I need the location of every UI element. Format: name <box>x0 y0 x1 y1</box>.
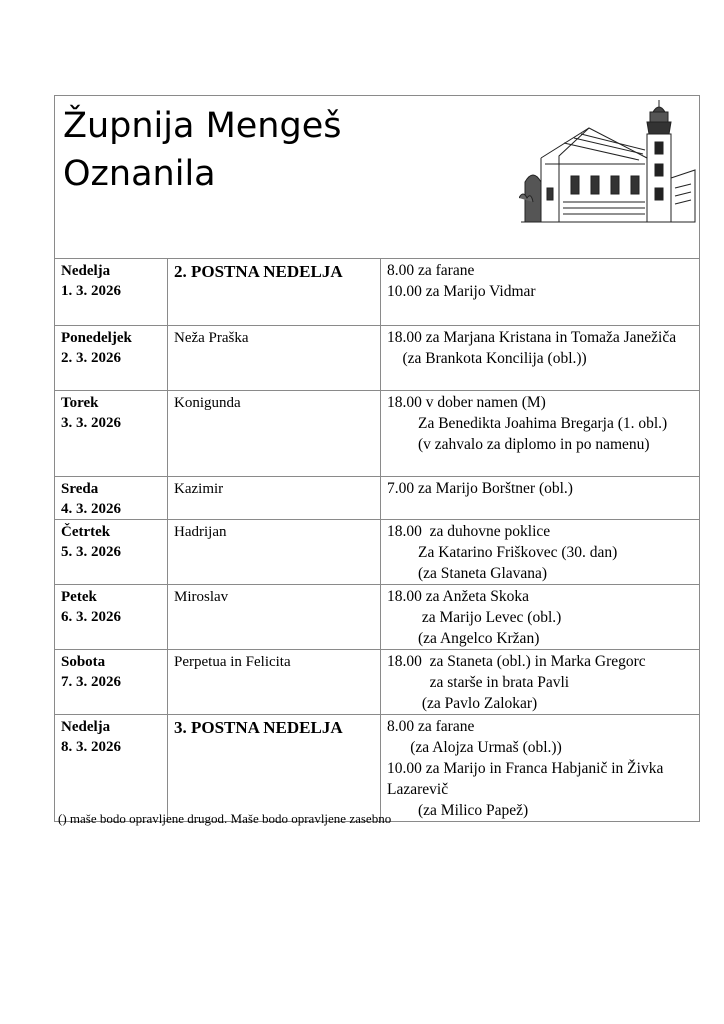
feast-cell <box>168 259 381 326</box>
day-date: 3. 3. 2026 <box>61 415 121 431</box>
mass-intention: 10.00 za Marijo in Franca Habjanič in Živka Lazarevič <box>387 760 668 798</box>
mass-intention: 8.00 za farane <box>387 718 475 735</box>
schedule-row <box>55 259 699 326</box>
schedule-row <box>55 585 699 650</box>
schedule-row <box>55 391 699 477</box>
day-name: Sreda <box>61 481 99 497</box>
mass-intention: (za Angelco Kržan) <box>387 630 540 647</box>
schedule-row <box>55 650 699 715</box>
schedule-row <box>55 477 699 520</box>
mass-intention: 18.00 v dober namen (M) <box>387 394 546 411</box>
saint-name: Miroslav <box>174 589 229 605</box>
saint-cell <box>168 391 381 477</box>
schedule-row <box>55 715 699 822</box>
day-date: 4. 3. 2026 <box>61 501 121 517</box>
day-cell <box>55 259 168 326</box>
day-cell <box>55 520 168 585</box>
masses-cell <box>381 477 700 520</box>
day-cell <box>55 477 168 520</box>
mass-intention: 18.00 za Staneta (obl.) in Marka Gregorc <box>387 653 646 670</box>
masses-cell <box>381 585 700 650</box>
saint-cell <box>168 520 381 585</box>
day-date: 8. 3. 2026 <box>61 739 121 755</box>
masses-cell <box>381 650 700 715</box>
day-name: Nedelja <box>61 719 111 735</box>
day-name: Petek <box>61 589 97 605</box>
mass-intention: 10.00 za Marijo Vidmar <box>387 283 536 300</box>
announcements-sheet <box>54 95 700 822</box>
parish-name: Župnija Mengeš <box>63 106 342 146</box>
saint-name: Perpetua in Felicita <box>174 654 291 670</box>
saint-name: Kazimir <box>174 481 224 497</box>
mass-intention: za Marijo Levec (obl.) <box>387 609 562 626</box>
day-name: Četrtek <box>61 524 111 540</box>
masses-cell <box>381 259 700 326</box>
feast-name: 3. POSTNA NEDELJA <box>174 718 343 737</box>
mass-intention: (v zahvalo za diplomo in po namenu) <box>387 436 650 453</box>
masses-cell <box>381 391 700 477</box>
mass-intention: Za Katarino Friškovec (30. dan) <box>387 544 618 561</box>
schedule-row <box>55 326 699 391</box>
day-name: Torek <box>61 395 99 411</box>
day-cell <box>55 585 168 650</box>
mass-intention: 18.00 za Anžeta Skoka <box>387 588 530 605</box>
day-date: 1. 3. 2026 <box>61 283 121 299</box>
day-date: 6. 3. 2026 <box>61 609 121 625</box>
day-cell <box>55 715 168 822</box>
masses-cell <box>381 520 700 585</box>
saint-cell <box>168 650 381 715</box>
day-name: Nedelja <box>61 263 111 279</box>
mass-intention: (za Brankota Koncilija (obl.)) <box>387 350 587 367</box>
church-illustration <box>519 98 697 226</box>
saint-name: Konigunda <box>174 395 241 411</box>
day-cell <box>55 650 168 715</box>
day-date: 7. 3. 2026 <box>61 674 121 690</box>
day-name: Sobota <box>61 654 106 670</box>
mass-intention: 7.00 za Marijo Borštner (obl.) <box>387 480 573 497</box>
masses-cell <box>381 715 700 822</box>
page-title <box>63 102 341 198</box>
saint-cell <box>168 477 381 520</box>
feast-name: 2. POSTNA NEDELJA <box>174 262 343 281</box>
mass-intention: 8.00 za farane <box>387 262 475 279</box>
mass-intention: za starše in brata Pavli <box>387 674 570 691</box>
footnote: () maše bodo opravljene drugod. Maše bodo opravljene zasebno <box>58 811 392 826</box>
saint-name: Neža Praška <box>174 330 249 346</box>
masses-cell <box>381 326 700 391</box>
header <box>55 96 699 258</box>
day-date: 2. 3. 2026 <box>61 350 121 366</box>
saint-cell <box>168 585 381 650</box>
document-subtitle: Oznanila <box>63 154 216 194</box>
saint-cell <box>168 326 381 391</box>
day-cell <box>55 326 168 391</box>
feast-cell <box>168 715 381 822</box>
saint-name: Hadrijan <box>174 524 227 540</box>
mass-intention: (za Milico Papež) <box>387 802 529 819</box>
day-cell <box>55 391 168 477</box>
mass-intention: (za Pavlo Zalokar) <box>387 695 538 712</box>
mass-intention: Za Benedikta Joahima Bregarja (1. obl.) <box>387 415 668 432</box>
day-date: 5. 3. 2026 <box>61 544 121 560</box>
mass-intention: (za Staneta Glavana) <box>387 565 548 582</box>
mass-intention: (za Alojza Urmaš (obl.)) <box>387 739 562 756</box>
mass-intention: 18.00 za Marjana Kristana in Tomaža Janežiča <box>387 329 677 346</box>
mass-intention: 18.00 za duhovne poklice <box>387 523 551 540</box>
schedule-row <box>55 520 699 585</box>
weekly-schedule <box>55 258 699 821</box>
day-name: Ponedeljek <box>61 330 132 346</box>
